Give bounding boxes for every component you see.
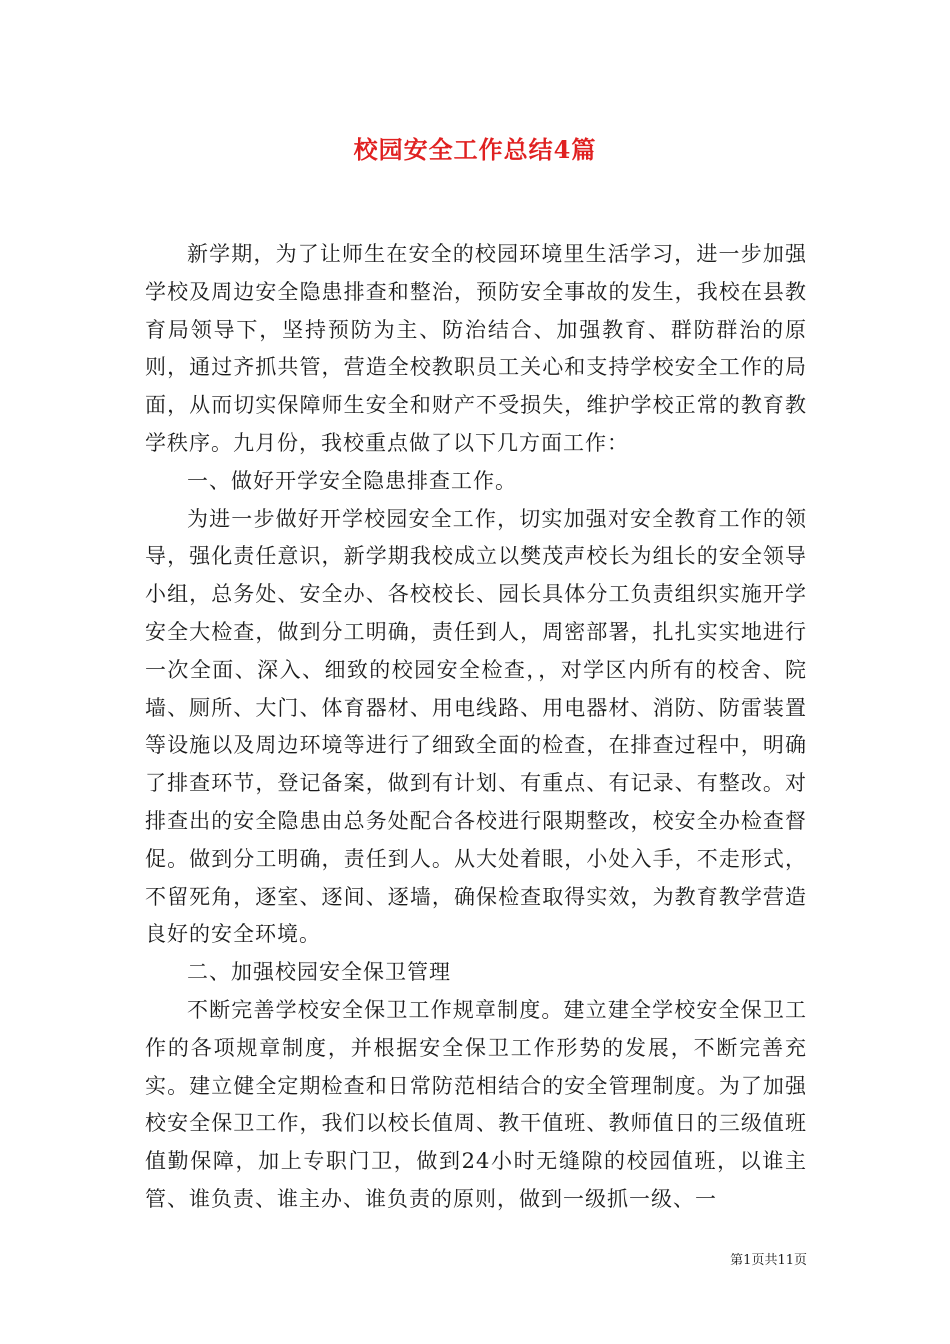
document-title: 校园安全工作总结4篇 xyxy=(353,135,597,164)
heading-section-2: 二、加强校园安全保卫管理 xyxy=(187,960,451,985)
paragraph-intro: 新学期，为了让师生在安全的校园环境里生活学习，进一步加强学校及周边安全隐患排查和整治，预防安全事故的发生，我校在县教育局领导下，坚持预防为主、防治结合、加强教育、群防群治的原则，通过齐抓共管，营造全校教职员工关心和支持学校安全工作的局面，从而切实保障师生安全和财产不受损失，维护学校正常的教育教学秩序。九月份，我校重点做了以下几方面工作： xyxy=(145,242,807,455)
page-number-footer: 第1页共11页 xyxy=(730,1253,807,1268)
paragraph-section-2: 不断完善学校安全保卫工作规章制度。建立建全学校安全保卫工作的各项规章制度，并根据安全保卫工作形势的发展，不断完善充实。建立健全定期检查和日常防范相结合的安全管理制度。为了加强校安全保卫工作，我们以校长值周、教干值班、教师值日的三级值班值勤保障，加上专职门卫，做到24小时无缝隙的校园值班，以谁主管、谁负责、谁主办、谁负责的原则，做到一级抓一级、一 xyxy=(145,997,807,1211)
document-body xyxy=(145,236,807,1219)
heading-section-1: 一、做好开学安全隐患排查工作。 xyxy=(187,468,517,493)
paragraph-section-1: 为进一步做好开学校园安全工作，切实加强对安全教育工作的领导，强化责任意识，新学期我校成立以樊茂声校长为组长的安全领导小组，总务处、安全办、各校校长、园长具体分工负责组织实施开学安全大检查，做到分工明确，责任到人，周密部署，扎扎实实地进行一次全面、深入、细致的校园安全检查，，对学区内所有的校舍、院墙、厕所、大门、体育器材、用电线路、用电器材、消防、防雷装置等设施以及周边环境等进行了细致全面的检查，在排查过程中，明确了排查环节，登记备案，做到有计划、有重点、有记录、有整改。对排查出的安全隐患由总务处配合各校进行限期整改，校安全办检查督促。做到分工明确，责任到人。从大处着眼，小处入手，不走形式，不留死角，逐室、逐间、逐墙，确保检查取得实效，为教育教学营造良好的安全环境。 xyxy=(145,506,807,947)
